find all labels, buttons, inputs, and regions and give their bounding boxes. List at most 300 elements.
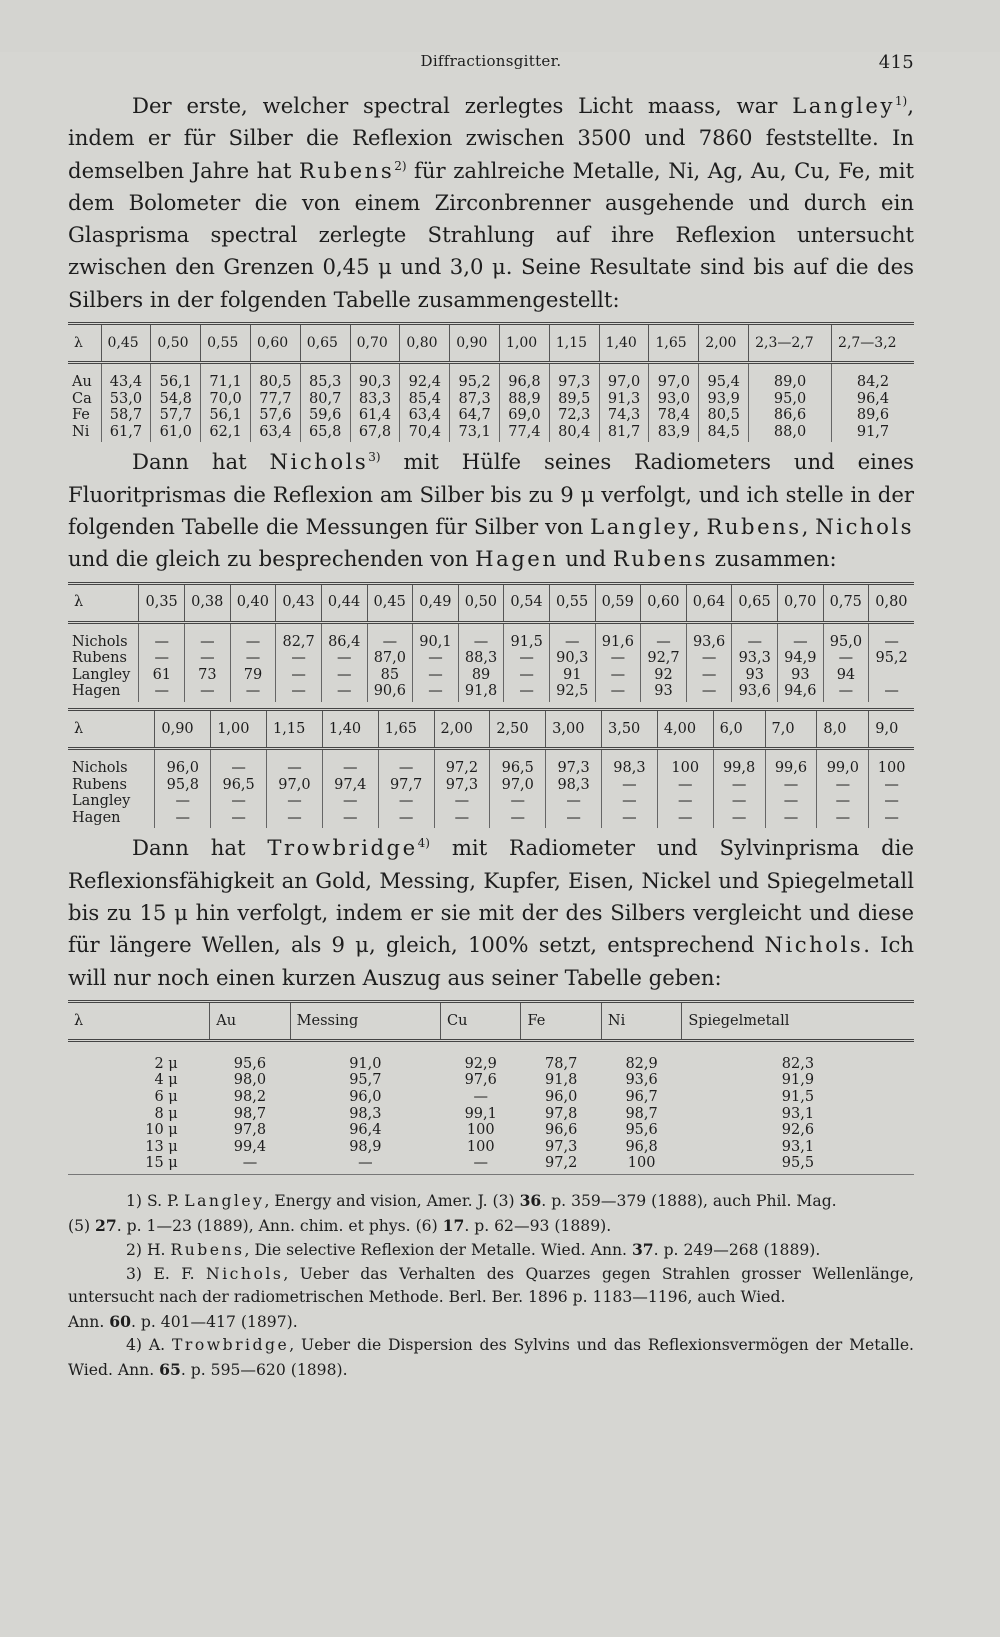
table-cell: 85,4 bbox=[400, 391, 450, 408]
table-cell: 92,5 bbox=[549, 683, 595, 702]
row-label: Nichols bbox=[72, 760, 128, 777]
table-rubens-metals bbox=[68, 322, 914, 442]
table-cell: — bbox=[211, 749, 267, 777]
table-cell: 85 bbox=[367, 667, 413, 684]
table-cell: 83,9 bbox=[649, 424, 699, 443]
table-cell: — bbox=[657, 810, 713, 829]
table-cell: 100 bbox=[869, 749, 914, 777]
table-cell: 95,4 bbox=[699, 363, 749, 391]
table-cell: 97,3 bbox=[434, 777, 490, 794]
table-header-row bbox=[68, 710, 914, 749]
table-cell: 94,6 bbox=[778, 683, 824, 702]
table-cell: 86,4 bbox=[321, 622, 367, 650]
table-cell: 97,0 bbox=[267, 777, 323, 794]
footnote-3 bbox=[68, 1263, 914, 1310]
table-cell: — bbox=[413, 650, 459, 667]
table-cell: 43,4 bbox=[101, 363, 151, 391]
table-cell: 61,4 bbox=[350, 407, 400, 424]
table-cell: — bbox=[267, 749, 323, 777]
text: 4) A. bbox=[126, 1336, 172, 1355]
footnote-ref: 2) bbox=[394, 158, 407, 173]
table-cell: 93,0 bbox=[649, 391, 699, 408]
table-cell: — bbox=[322, 810, 378, 829]
table-cell: 93,9 bbox=[699, 391, 749, 408]
table-cell: — bbox=[378, 793, 434, 810]
lambda-header: λ bbox=[68, 1001, 210, 1040]
table-cell: 97,3 bbox=[546, 749, 602, 777]
footnote-ref: 1) bbox=[894, 93, 908, 108]
row-label: 8 μ bbox=[154, 1105, 178, 1122]
column-header: 4,00 bbox=[657, 710, 713, 749]
table-cell: — bbox=[602, 810, 658, 829]
table-cell: — bbox=[817, 810, 869, 829]
table-cell: 91,7 bbox=[832, 424, 914, 443]
table-cell: — bbox=[778, 622, 824, 650]
table-row bbox=[68, 1122, 914, 1139]
table-row bbox=[68, 810, 914, 829]
table-cell: — bbox=[765, 777, 817, 794]
table-cell: 67,8 bbox=[350, 424, 400, 443]
table-silver-short-waves bbox=[68, 582, 914, 702]
column-header: 1,00 bbox=[211, 710, 267, 749]
table-cell: 90,3 bbox=[549, 650, 595, 667]
table-cell: 56,1 bbox=[201, 407, 251, 424]
table-cell: — bbox=[546, 810, 602, 829]
row-label: Nichols bbox=[72, 633, 128, 650]
author-name: Langley bbox=[792, 93, 895, 118]
column-header: 2,50 bbox=[490, 710, 546, 749]
table-header-row bbox=[68, 583, 914, 622]
table-cell: — bbox=[367, 622, 413, 650]
table-cell: 80,5 bbox=[250, 363, 300, 391]
author-name: Nichols bbox=[764, 932, 864, 958]
column-header: 1,65 bbox=[378, 710, 434, 749]
column-header: 0,49 bbox=[413, 583, 459, 622]
table-cell: 99,0 bbox=[817, 749, 869, 777]
text: Ann. bbox=[68, 1312, 110, 1331]
column-header: 0,90 bbox=[155, 710, 211, 749]
column-header: Fe bbox=[521, 1001, 601, 1040]
row-label: 10 μ bbox=[145, 1122, 178, 1139]
column-header: 0,65 bbox=[300, 324, 350, 363]
table-cell: 96,7 bbox=[625, 1089, 658, 1106]
table-cell: — bbox=[686, 650, 732, 667]
table-cell: 88,3 bbox=[458, 650, 504, 667]
table-cell: — bbox=[358, 1155, 373, 1172]
table-cell: — bbox=[276, 667, 322, 684]
table-cell: 97,0 bbox=[649, 363, 699, 391]
table-cell: 97,8 bbox=[545, 1105, 578, 1122]
row-label: 6 μ bbox=[154, 1089, 178, 1106]
column-header: 0,55 bbox=[201, 324, 251, 363]
column-header: 0,55 bbox=[549, 583, 595, 622]
table-cell: 95,2 bbox=[869, 650, 914, 667]
table-cell: 85,3 bbox=[300, 363, 350, 391]
table-cell: 91,3 bbox=[599, 391, 649, 408]
table-cell: — bbox=[230, 683, 276, 702]
table-cell: — bbox=[458, 622, 504, 650]
row-label: Langley bbox=[72, 793, 131, 810]
table-cell: 96,0 bbox=[155, 749, 211, 777]
table-cell: 80,7 bbox=[300, 391, 350, 408]
text: , indem er für Silber die Reflexion zwischen 3500 und 7860 feststellte. In demselben Jahre hat bbox=[68, 93, 914, 183]
table-cell: 96,4 bbox=[832, 391, 914, 408]
table-cell: 98,9 bbox=[349, 1138, 382, 1155]
table-cell: 90,6 bbox=[367, 683, 413, 702]
table-cell: — bbox=[817, 793, 869, 810]
table-cell: — bbox=[321, 667, 367, 684]
column-header: 1,40 bbox=[599, 324, 649, 363]
text: . p. 359—379 (1888), auch Phil. Mag. bbox=[541, 1192, 837, 1211]
author-name: Nichols bbox=[815, 514, 914, 540]
table-cell: 99,8 bbox=[713, 749, 765, 777]
table-cell: 100 bbox=[466, 1122, 495, 1139]
column-header: 6,0 bbox=[713, 710, 765, 749]
row-label: Au bbox=[72, 374, 92, 391]
table-cell bbox=[869, 667, 914, 684]
text: , bbox=[692, 514, 707, 540]
table-cell: 100 bbox=[657, 749, 713, 777]
table-cell: 88,0 bbox=[749, 424, 832, 443]
footnote-3-cont bbox=[68, 1310, 914, 1335]
table-cell: — bbox=[504, 667, 550, 684]
text: . p. 1—23 (1889), Ann. chim. et phys. (6) bbox=[116, 1216, 443, 1235]
author-name: Trowbridge bbox=[267, 835, 418, 861]
table-cell: 88,9 bbox=[500, 391, 550, 408]
footnote-2 bbox=[68, 1238, 914, 1263]
text: Dann hat bbox=[132, 449, 270, 475]
table-cell: — bbox=[490, 810, 546, 829]
table-cell: — bbox=[473, 1155, 488, 1172]
table-cell: 98,7 bbox=[625, 1105, 658, 1122]
table-trowbridge bbox=[68, 1000, 914, 1175]
row-label: Ca bbox=[72, 390, 92, 407]
table-cell: 93 bbox=[732, 667, 778, 684]
table-cell: — bbox=[869, 810, 914, 829]
table-cell: — bbox=[276, 683, 322, 702]
table-cell: 93,1 bbox=[781, 1138, 815, 1155]
table-cell: 79 bbox=[230, 667, 276, 684]
table-cell: 96,0 bbox=[349, 1089, 382, 1106]
column-header: 7,0 bbox=[765, 710, 817, 749]
table-cell: 91,8 bbox=[458, 683, 504, 702]
table-cell: 96,5 bbox=[211, 777, 267, 794]
table-row bbox=[68, 363, 914, 391]
column-header: 1,65 bbox=[649, 324, 699, 363]
table-cell: — bbox=[869, 622, 914, 650]
table-cell: 84,2 bbox=[832, 363, 914, 391]
column-header: 3,50 bbox=[602, 710, 658, 749]
author-name: Rubens bbox=[706, 514, 802, 540]
table-cell: 59,6 bbox=[300, 407, 350, 424]
paragraph-langley-rubens bbox=[68, 90, 914, 316]
table-header-row bbox=[68, 324, 914, 363]
table-cell: 96,6 bbox=[545, 1122, 578, 1139]
table-cell: 94 bbox=[823, 667, 869, 684]
column-header: 2,7—3,2 bbox=[832, 324, 914, 363]
text: mit Radiometer und Sylvinprisma die Reflexionsfähigkeit an Gold, Messing, Kupfer, Eisen, Nickel und Spiegelmetall bis zu 15 μ hin verfolgt, indem er sie mit der des Silbers vergleicht und diese für längere Wellen, als 9 μ, gleich, 100% setzt, entsprechend bbox=[68, 835, 914, 958]
page-number: 415 bbox=[878, 52, 914, 73]
table-cell: 53,0 bbox=[101, 391, 151, 408]
column-header: 0,44 bbox=[321, 583, 367, 622]
text: und die gleich zu besprechenden von bbox=[68, 546, 476, 572]
table-row bbox=[68, 1040, 914, 1072]
table-cell: 61 bbox=[139, 667, 185, 684]
table-cell: 91,5 bbox=[781, 1089, 815, 1106]
text: und bbox=[558, 546, 613, 572]
table-cell: — bbox=[321, 683, 367, 702]
running-head-title: Diffractionsgitter. bbox=[420, 52, 562, 70]
table-row bbox=[68, 650, 914, 667]
column-header: 0,59 bbox=[595, 583, 641, 622]
table-cell: 97,6 bbox=[464, 1072, 497, 1089]
table-cell: 61,0 bbox=[151, 424, 201, 443]
table-cell: 90,3 bbox=[350, 363, 400, 391]
table-cell: — bbox=[378, 749, 434, 777]
table-cell: — bbox=[869, 793, 914, 810]
table-row bbox=[68, 1155, 914, 1174]
table-cell: — bbox=[765, 810, 817, 829]
column-header: 0,45 bbox=[101, 324, 151, 363]
column-header: 0,45 bbox=[367, 583, 413, 622]
table-cell: 70,4 bbox=[400, 424, 450, 443]
row-label: 15 μ bbox=[145, 1155, 178, 1172]
column-header: 2,00 bbox=[434, 710, 490, 749]
table-cell: 97,3 bbox=[545, 1138, 578, 1155]
table-cell: — bbox=[155, 810, 211, 829]
table-cell: 97,3 bbox=[549, 363, 599, 391]
column-header: 0,54 bbox=[504, 583, 550, 622]
table-cell: 78,4 bbox=[649, 407, 699, 424]
column-header: 0,75 bbox=[823, 583, 869, 622]
table-row bbox=[68, 407, 914, 424]
text: . Ich will nur noch einen kurzen Auszug aus seiner Tabelle geben: bbox=[68, 932, 915, 990]
table-cell: 95,0 bbox=[749, 391, 832, 408]
text: , Energy and vision, Amer. J. (3) bbox=[264, 1192, 520, 1211]
table-cell: 97,4 bbox=[322, 777, 378, 794]
table-cell: 63,4 bbox=[250, 424, 300, 443]
table-row bbox=[68, 424, 914, 443]
table-cell: 91,9 bbox=[781, 1072, 815, 1089]
text: , Die selective Reflexion der Metalle. Wied. Ann. bbox=[244, 1241, 632, 1260]
table-cell: 92,4 bbox=[400, 363, 450, 391]
table-cell: — bbox=[211, 793, 267, 810]
column-header: 1,40 bbox=[322, 710, 378, 749]
column-header: 0,64 bbox=[686, 583, 732, 622]
text: (5) bbox=[68, 1216, 96, 1235]
column-header: 0,80 bbox=[869, 583, 914, 622]
author-name: Hagen bbox=[475, 546, 559, 572]
table-cell: — bbox=[211, 810, 267, 829]
table-cell: 96,5 bbox=[490, 749, 546, 777]
table-cell: — bbox=[267, 793, 323, 810]
table-cell: 98,3 bbox=[602, 749, 658, 777]
table-cell: 72,3 bbox=[549, 407, 599, 424]
text: , Ueber das Verhalten des Quarzes gegen Strahlen grosser Wellenlänge, untersucht nach der radiometrischen Methode. Berl. Ber. 1896 p. 1183—1196, auch Wied. bbox=[68, 1264, 914, 1307]
text: zusammen: bbox=[708, 546, 837, 572]
text: . p. 401—417 (1897). bbox=[130, 1312, 298, 1331]
column-header: 2,00 bbox=[699, 324, 749, 363]
table-cell: 84,5 bbox=[699, 424, 749, 443]
table-cell: 64,7 bbox=[450, 407, 500, 424]
table-cell: 65,8 bbox=[300, 424, 350, 443]
table-cell: 83,3 bbox=[350, 391, 400, 408]
table-cell: 96,0 bbox=[545, 1089, 578, 1106]
table-cell: — bbox=[713, 793, 765, 810]
table-cell: — bbox=[139, 683, 185, 702]
table-cell: 73 bbox=[185, 667, 231, 684]
table-row bbox=[68, 683, 914, 702]
author-name: Langley bbox=[590, 514, 693, 540]
table-header-row bbox=[68, 1001, 914, 1040]
table-cell: 92,7 bbox=[641, 650, 687, 667]
lambda-header: λ bbox=[68, 710, 155, 749]
author-name: Nichols bbox=[206, 1264, 284, 1283]
table-cell: — bbox=[413, 683, 459, 702]
table-cell: — bbox=[549, 622, 595, 650]
column-header: 0,65 bbox=[732, 583, 778, 622]
table-cell: 98,0 bbox=[233, 1072, 267, 1089]
column-header: 1,15 bbox=[549, 324, 599, 363]
column-header: 0,60 bbox=[641, 583, 687, 622]
column-header: Messing bbox=[290, 1001, 440, 1040]
table-cell: 97,0 bbox=[490, 777, 546, 794]
table-cell: 91,0 bbox=[349, 1055, 382, 1072]
column-header: 0,70 bbox=[778, 583, 824, 622]
column-header: 3,00 bbox=[546, 710, 602, 749]
table-cell: 96,8 bbox=[500, 363, 550, 391]
author-name: Rubens bbox=[170, 1241, 245, 1260]
column-header: 8,0 bbox=[817, 710, 869, 749]
row-label: Ni bbox=[72, 423, 90, 440]
table-cell: 61,7 bbox=[101, 424, 151, 443]
volume-number: 17 bbox=[442, 1215, 465, 1235]
text: . p. 62—93 (1889). bbox=[464, 1216, 612, 1235]
table-cell: 95,0 bbox=[823, 622, 869, 650]
volume-number: 65 bbox=[159, 1359, 181, 1379]
text: mit Hülfe seines Radiometers und eines Fluoritprismas die Reflexion am Silber bis zu 9 μ verfolgt, und ich stelle in der folgenden Tabelle die Messungen für Silber von bbox=[68, 449, 914, 540]
text: Dann hat bbox=[132, 835, 268, 861]
author-name: Trowbridge bbox=[172, 1336, 290, 1355]
table-row bbox=[68, 1089, 914, 1106]
table-cell: 93,6 bbox=[732, 683, 778, 702]
table-silver-long-waves bbox=[68, 708, 914, 828]
table-cell: 82,3 bbox=[781, 1055, 815, 1072]
table-row bbox=[68, 1072, 914, 1089]
table-cell: — bbox=[473, 1089, 488, 1106]
column-header: Ni bbox=[601, 1001, 681, 1040]
table-cell: 78,7 bbox=[545, 1055, 578, 1072]
author-name: Rubens bbox=[298, 157, 395, 183]
table-cell: — bbox=[713, 777, 765, 794]
table-cell: — bbox=[185, 683, 231, 702]
table-row bbox=[68, 622, 914, 650]
table-cell: 97,0 bbox=[599, 363, 649, 391]
column-header: 0,80 bbox=[400, 324, 450, 363]
column-header: Au bbox=[210, 1001, 290, 1040]
table-cell: — bbox=[595, 667, 641, 684]
table-cell: 97,2 bbox=[545, 1155, 578, 1172]
table-cell: 95,6 bbox=[233, 1055, 267, 1072]
table-cell: 89,5 bbox=[549, 391, 599, 408]
table-cell: 95,5 bbox=[781, 1155, 815, 1172]
table-cell: 56,1 bbox=[151, 363, 201, 391]
table-cell: — bbox=[230, 650, 276, 667]
table-cell: 91,6 bbox=[595, 622, 641, 650]
text: Der erste, welcher spectral zerlegtes Licht maass, war bbox=[132, 93, 793, 118]
text: für zahlreiche Metalle, Ni, Ag, Au, Cu, Fe, mit dem Bolometer die von einem Zirconbrenner ausgehende und durch ein Glasprisma spectral zerlegte Strahlung auf ihre Reflexion untersucht zwischen den Grenzen 0,45 μ und 3,0 μ. Seine Resultate sind bis auf die des Silbers in der folgenden Tabelle zusammengestellt: bbox=[68, 157, 914, 312]
table-row bbox=[68, 667, 914, 684]
table-cell: 100 bbox=[466, 1138, 495, 1155]
footnote-1 bbox=[68, 1189, 914, 1214]
footnote-ref: 3) bbox=[368, 450, 381, 465]
table-cell: 92,6 bbox=[781, 1122, 815, 1139]
column-header: 0,40 bbox=[230, 583, 276, 622]
table-cell: — bbox=[155, 793, 211, 810]
table-cell: 93,6 bbox=[686, 622, 732, 650]
table-cell: — bbox=[823, 683, 869, 702]
table-row bbox=[68, 391, 914, 408]
table-cell: 82,7 bbox=[276, 622, 322, 650]
table-cell: 93,1 bbox=[781, 1105, 815, 1122]
row-label: 4 μ bbox=[154, 1072, 178, 1089]
table-cell: 93,6 bbox=[625, 1072, 658, 1089]
table-cell: 69,0 bbox=[500, 407, 550, 424]
table-cell: — bbox=[657, 777, 713, 794]
table-cell: 93 bbox=[641, 683, 687, 702]
table-cell: 74,3 bbox=[599, 407, 649, 424]
text: . p. 595—620 (1898). bbox=[180, 1360, 348, 1379]
table-cell: 89,0 bbox=[749, 363, 832, 391]
table-cell: 90,1 bbox=[413, 622, 459, 650]
column-header: 0,50 bbox=[151, 324, 201, 363]
table-cell: 95,7 bbox=[349, 1072, 382, 1089]
table-cell: 57,6 bbox=[250, 407, 300, 424]
table-cell: 99,1 bbox=[464, 1105, 497, 1122]
column-header: Cu bbox=[441, 1001, 521, 1040]
row-label: Langley bbox=[72, 666, 131, 683]
table-cell: 96,4 bbox=[349, 1122, 382, 1139]
column-header: 1,15 bbox=[267, 710, 323, 749]
table-cell: 100 bbox=[627, 1155, 656, 1172]
table-cell: 96,8 bbox=[625, 1138, 658, 1155]
author-name: Rubens bbox=[612, 546, 709, 572]
table-cell: — bbox=[765, 793, 817, 810]
table-cell: 93 bbox=[778, 667, 824, 684]
table-cell: — bbox=[641, 622, 687, 650]
column-header: 0,90 bbox=[450, 324, 500, 363]
table-row bbox=[68, 1106, 914, 1123]
table-cell: — bbox=[185, 622, 231, 650]
table-cell: — bbox=[139, 622, 185, 650]
column-header: 9,0 bbox=[869, 710, 914, 749]
footnote-4 bbox=[68, 1334, 914, 1382]
table-row bbox=[68, 1139, 914, 1156]
author-name: Nichols bbox=[269, 449, 369, 475]
volume-number: 37 bbox=[631, 1240, 654, 1260]
table-cell: 71,1 bbox=[201, 363, 251, 391]
table-cell: 80,4 bbox=[549, 424, 599, 443]
table-cell: 89,6 bbox=[832, 407, 914, 424]
table-cell: — bbox=[869, 683, 914, 702]
row-label: 13 μ bbox=[145, 1138, 178, 1155]
column-header: 0,50 bbox=[458, 583, 504, 622]
table-row bbox=[68, 777, 914, 794]
table-cell: 91,8 bbox=[545, 1072, 578, 1089]
row-label: Rubens bbox=[72, 776, 127, 793]
table-cell: 63,4 bbox=[400, 407, 450, 424]
table-cell: 77,7 bbox=[250, 391, 300, 408]
